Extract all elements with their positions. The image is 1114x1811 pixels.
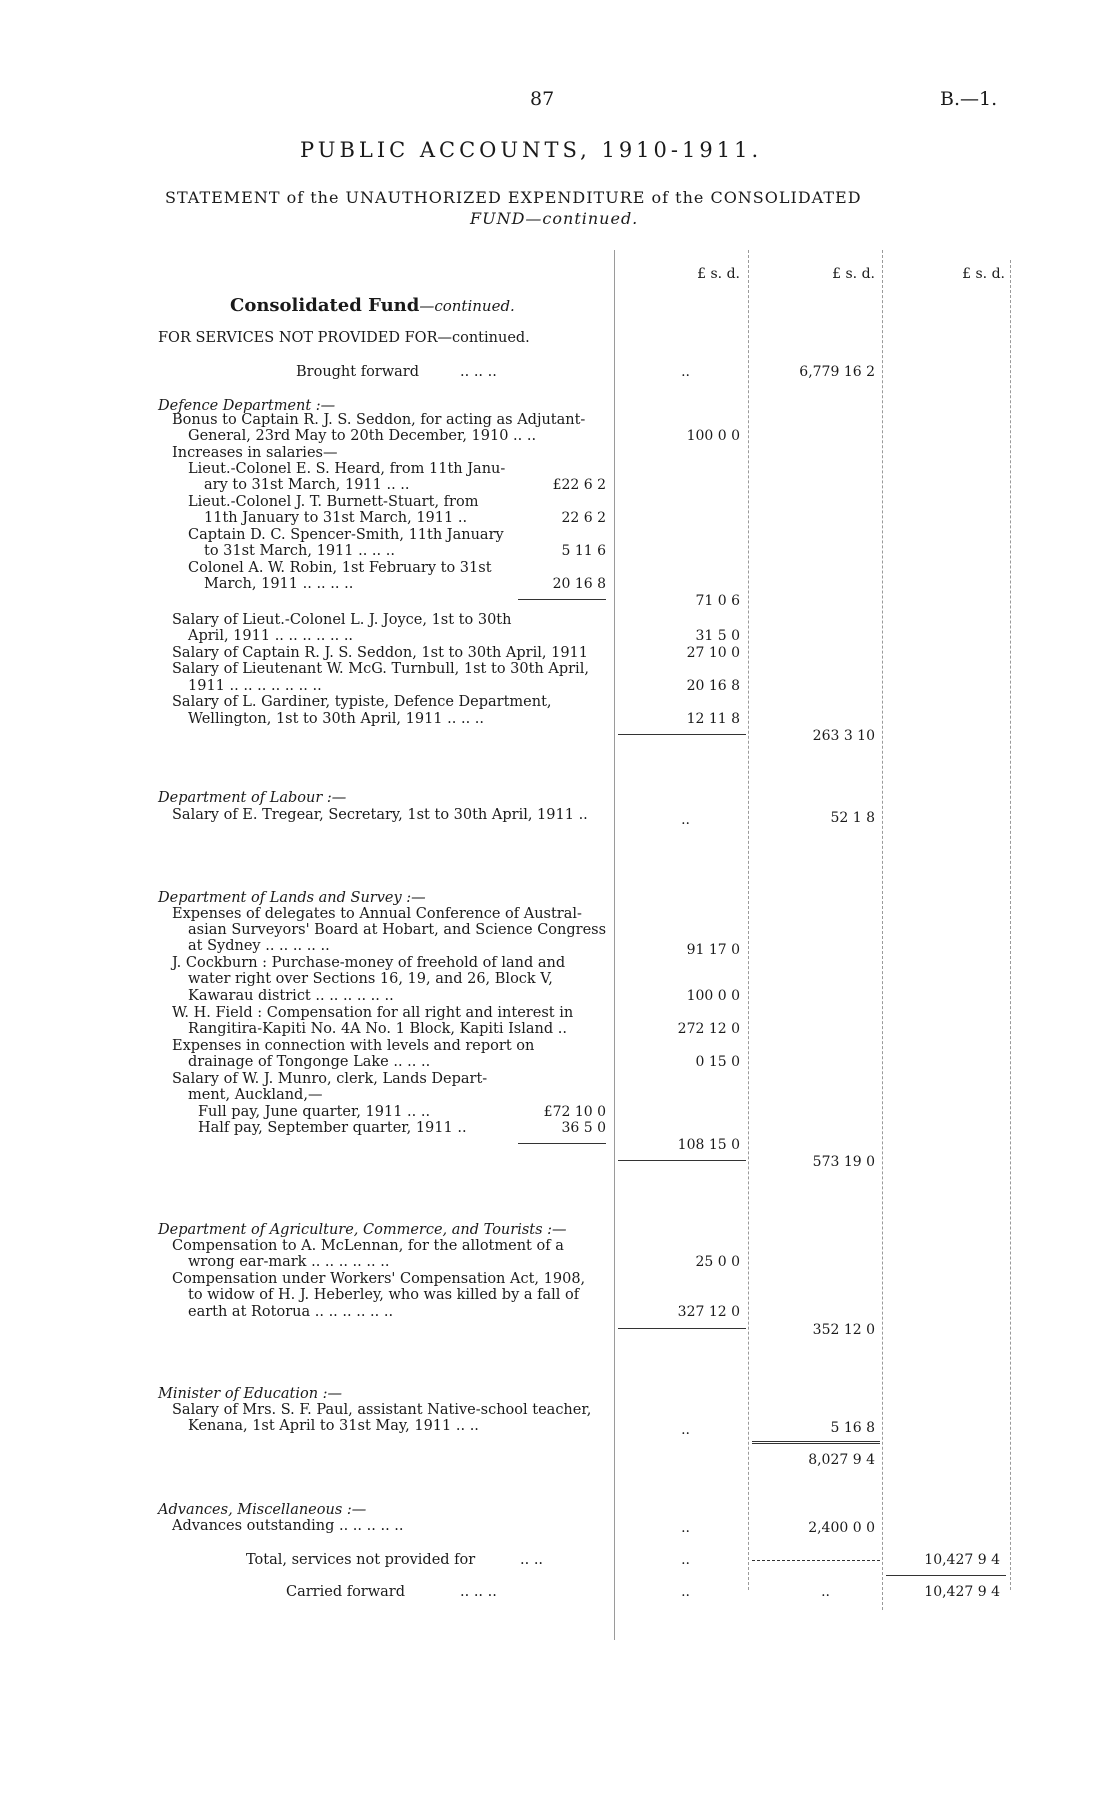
heberley-amount: 327 12 0 <box>677 1304 740 1320</box>
defence-bonus-line-2: General, 23rd May to 20th December, 1910 .. .. <box>188 428 537 444</box>
carried-forward-rule <box>886 1575 1006 1576</box>
lands-exp-line-1: Expenses of delegates to Annual Conference of Austral- <box>172 906 582 922</box>
defence-total: 263 3 10 <box>812 728 875 744</box>
stuart-line-2: 11th January to 31st March, 1911 .. <box>204 510 468 526</box>
page-number: 87 <box>530 88 555 110</box>
turnbull-line-2: 1911 .. .. .. .. .. .. .. <box>188 678 322 694</box>
defence-increases-label: Increases in salaries— <box>172 445 338 461</box>
lands-exp-line-2: asian Surveyors' Board at Hobart, and Science Congress <box>188 922 607 938</box>
lands-heading: Department of Lands and Survey :— <box>158 890 426 906</box>
fund-heading-suffix: —continued. <box>419 297 515 315</box>
advances-line: Advances outstanding .. .. .. .. .. <box>172 1518 404 1534</box>
education-heading: Minister of Education :— <box>158 1386 343 1402</box>
robin-line-2: March, 1911 .. .. .. .. <box>204 576 354 592</box>
half-pay-line: Half pay, September quarter, 1911 .. <box>198 1120 467 1136</box>
levels-line-2: drainage of Tongonge Lake .. .. .. <box>188 1054 431 1070</box>
full-pay-amount: £72 10 0 <box>543 1104 606 1120</box>
column-divider-4 <box>1010 260 1011 1590</box>
mclennan-line-1: Compensation to A. McLennan, for the allotment of a <box>172 1238 564 1254</box>
defence-total-rule <box>618 734 746 735</box>
defence-heading: Defence Department :— <box>158 398 336 414</box>
munro-total: 108 15 0 <box>677 1137 740 1153</box>
statement-line-1: STATEMENT of the UNAUTHORIZED EXPENDITURE of the CONSOLIDATED <box>165 188 862 207</box>
gardiner-line-1: Salary of L. Gardiner, typiste, Defence Department, <box>172 694 552 710</box>
joyce-line-1: Salary of Lieut.-Colonel L. J. Joyce, 1st to 30th <box>172 612 512 628</box>
turnbull-line-1: Salary of Lieutenant W. McG. Turnbull, 1st to 30th April, <box>172 661 589 677</box>
carried-forward-col1: .. <box>681 1584 690 1600</box>
levels-amount: 0 15 0 <box>695 1054 740 1070</box>
munro-line-2: ment, Auckland,— <box>188 1087 323 1103</box>
column-header-2: £ s. d. <box>832 266 875 282</box>
document-reference: B.—1. <box>940 88 998 110</box>
total-services-col1: .. <box>681 1552 690 1568</box>
fund-heading <box>230 295 515 316</box>
fund-heading-text: Consolidated Fund <box>230 295 420 316</box>
smith-line-1: Captain D. C. Spencer-Smith, 11th January <box>188 527 504 543</box>
increases-rule <box>518 599 606 600</box>
defence-increases-total: 71 0 6 <box>695 593 740 609</box>
carried-forward-col3: 10,427 9 4 <box>924 1584 1000 1600</box>
heard-line-2: ary to 31st March, 1911 .. .. <box>204 477 410 493</box>
lands-total: 573 19 0 <box>812 1154 875 1170</box>
field-line-1: W. H. Field : Compensation for all right and interest in <box>172 1005 574 1021</box>
brought-forward-col1: .. <box>681 364 690 380</box>
statement-line-2: FUND—continued. <box>470 209 639 228</box>
robin-line-1: Colonel A. W. Robin, 1st February to 31st <box>188 560 492 576</box>
carried-forward-label: Carried forward <box>286 1584 406 1600</box>
robin-amount: 20 16 8 <box>552 576 606 592</box>
seddon-amount: 27 10 0 <box>686 645 740 661</box>
heard-amount: £22 6 2 <box>552 477 606 493</box>
total-services-label: Total, services not provided for <box>246 1552 476 1568</box>
education-col1: .. <box>681 1422 690 1438</box>
carried-forward-dots: .. .. .. <box>460 1584 497 1600</box>
cockburn-line-3: Kawarau district .. .. .. .. .. .. <box>188 988 394 1004</box>
turnbull-amount: 20 16 8 <box>686 678 740 694</box>
column-header-1: £ s. d. <box>697 266 740 282</box>
brought-forward-dots: .. .. .. <box>460 364 497 380</box>
services-heading: FOR SERVICES NOT PROVIDED FOR—continued. <box>158 330 530 346</box>
advances-col1: .. <box>681 1520 690 1536</box>
subtotal-rule <box>752 1441 880 1444</box>
total-services-col2-rule <box>752 1560 880 1561</box>
gardiner-line-2: Wellington, 1st to 30th April, 1911 .. .. .. <box>188 711 485 727</box>
labour-col1: .. <box>681 812 690 828</box>
defence-bonus-line-1: Bonus to Captain R. J. S. Seddon, for acting as Adjutant- <box>172 412 586 428</box>
lands-total-rule <box>618 1160 746 1161</box>
half-pay-amount: 36 5 0 <box>561 1120 606 1136</box>
gardiner-amount: 12 11 8 <box>686 711 740 727</box>
field-line-2: Rangitira-Kapiti No. 4A No. 1 Block, Kapiti Island .. <box>188 1021 567 1037</box>
stuart-line-1: Lieut.-Colonel J. T. Burnett-Stuart, from <box>188 494 479 510</box>
column-header-3: £ s. d. <box>962 266 1005 282</box>
agriculture-total: 352 12 0 <box>812 1322 875 1338</box>
heberley-line-2: to widow of H. J. Heberley, who was killed by a fall of <box>188 1287 580 1303</box>
agriculture-total-rule <box>618 1328 746 1329</box>
heberley-line-1: Compensation under Workers' Compensation Act, 1908, <box>172 1271 586 1287</box>
brought-forward-col2: 6,779 16 2 <box>799 364 875 380</box>
education-line-1: Salary of Mrs. S. F. Paul, assistant Native-school teacher, <box>172 1402 592 1418</box>
lands-exp-amount: 91 17 0 <box>686 942 740 958</box>
smith-line-2: to 31st March, 1911 .. .. .. <box>204 543 395 559</box>
agriculture-heading: Department of Agriculture, Commerce, and Tourists :— <box>158 1222 567 1238</box>
lands-exp-line-3: at Sydney .. .. .. .. .. <box>188 938 330 954</box>
levels-line-1: Expenses in connection with levels and report on <box>172 1038 535 1054</box>
defence-bonus-amount: 100 0 0 <box>686 428 740 444</box>
advances-total: 2,400 0 0 <box>808 1520 875 1536</box>
cockburn-line-1: J. Cockburn : Purchase-money of freehold of land and <box>172 955 566 971</box>
seddon-line: Salary of Captain R. J. S. Seddon, 1st to 30th April, 1911 <box>172 645 588 661</box>
cockburn-line-2: water right over Sections 16, 19, and 26, Block V, <box>188 971 553 987</box>
column-divider-1 <box>614 250 615 1640</box>
smith-amount: 5 11 6 <box>561 543 606 559</box>
column-divider-2 <box>748 250 749 1590</box>
munro-line-1: Salary of W. J. Munro, clerk, Lands Depart- <box>172 1071 488 1087</box>
labour-total: 52 1 8 <box>830 810 875 826</box>
munro-rule <box>518 1143 606 1144</box>
cockburn-amount: 100 0 0 <box>686 988 740 1004</box>
page-title: PUBLIC ACCOUNTS, 1910-1911. <box>300 138 763 162</box>
brought-forward-label: Brought forward <box>296 364 420 380</box>
carried-forward-col2: .. <box>821 1584 830 1600</box>
labour-line: Salary of E. Tregear, Secretary, 1st to 30th April, 1911 .. <box>172 807 588 823</box>
education-total: 5 16 8 <box>830 1420 875 1436</box>
total-services-dots: .. .. <box>520 1552 544 1568</box>
labour-heading: Department of Labour :— <box>158 790 347 806</box>
column-divider-3 <box>882 250 883 1610</box>
heberley-line-3: earth at Rotorua .. .. .. .. .. .. <box>188 1304 394 1320</box>
stuart-amount: 22 6 2 <box>561 510 606 526</box>
full-pay-line: Full pay, June quarter, 1911 .. .. <box>198 1104 431 1120</box>
joyce-amount: 31 5 0 <box>695 628 740 644</box>
education-line-2: Kenana, 1st April to 31st May, 1911 .. .. <box>188 1418 479 1434</box>
total-services-col3: 10,427 9 4 <box>924 1552 1000 1568</box>
advances-heading: Advances, Miscellaneous :— <box>158 1502 367 1518</box>
education-subtotal: 8,027 9 4 <box>808 1452 875 1468</box>
mclennan-amount: 25 0 0 <box>695 1254 740 1270</box>
joyce-line-2: April, 1911 .. .. .. .. .. .. <box>188 628 354 644</box>
mclennan-line-2: wrong ear-mark .. .. .. .. .. .. <box>188 1254 390 1270</box>
heard-line-1: Lieut.-Colonel E. S. Heard, from 11th Janu- <box>188 461 506 477</box>
field-amount: 272 12 0 <box>677 1021 740 1037</box>
